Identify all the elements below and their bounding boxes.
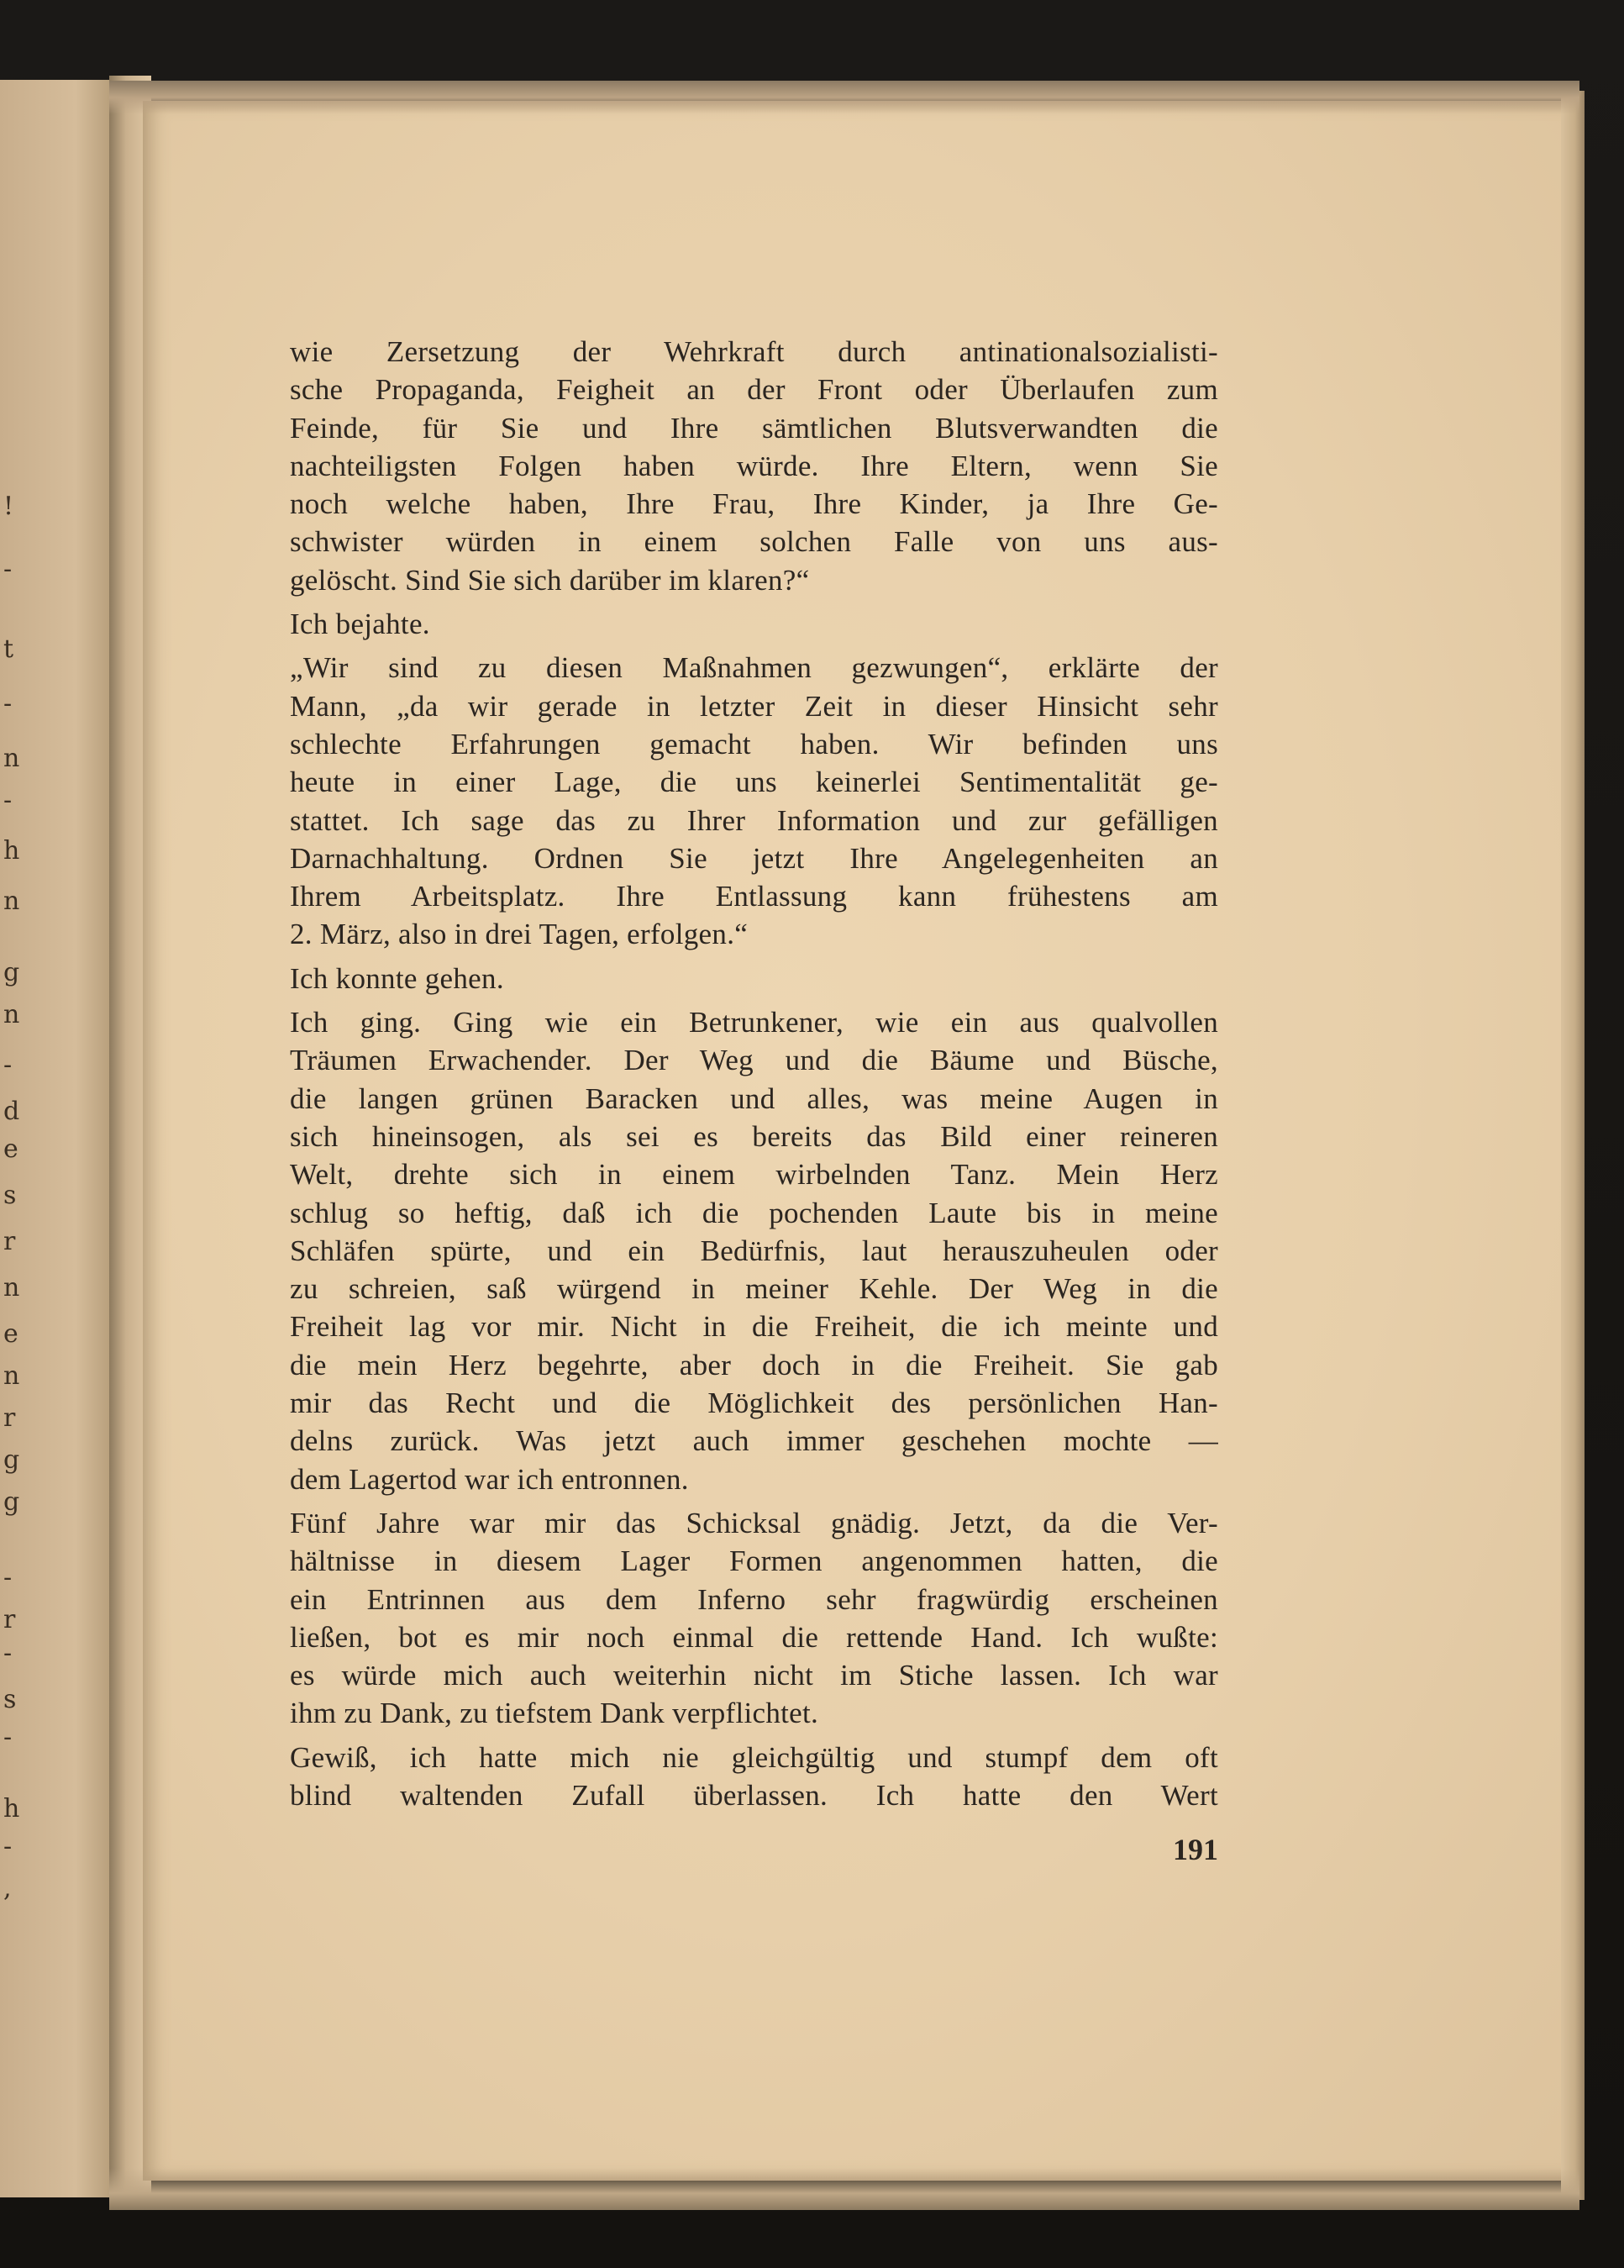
text-line: Ihrem Arbeitsplatz. Ihre Entlassung kann frühestens am bbox=[290, 880, 1218, 913]
left-page-fragment: r bbox=[3, 1605, 16, 1634]
text-line: Fünf Jahre war mir das Schicksal gnädig. Jetzt, da die Ver- bbox=[290, 1506, 1218, 1539]
left-page-fragment: - bbox=[3, 689, 13, 718]
left-page-fragment: - bbox=[3, 1563, 13, 1592]
text-line: Welt, drehte sich in einem wirbelnden Tanz. Mein Herz bbox=[290, 1158, 1218, 1192]
text-line: Freiheit lag vor mir. Nicht in die Freiheit, die ich meinte und bbox=[290, 1310, 1218, 1344]
text-line: stattet. Ich sage das zu Ihrer Information und zur gefälligen bbox=[290, 803, 1218, 837]
paragraph bbox=[290, 605, 1218, 643]
text-line: blind waltenden Zufall überlassen. Ich hatte den Wert bbox=[290, 1778, 1218, 1812]
left-page-fragment: n bbox=[3, 1361, 20, 1391]
left-page-fragment: g bbox=[3, 1445, 20, 1475]
left-page-fragment: n bbox=[3, 744, 20, 773]
left-page-fragment: s bbox=[3, 1685, 17, 1714]
left-page-fragment: g bbox=[3, 958, 20, 987]
text-line: Schläfen spürte, und ein Bedürfnis, laut herauszuheulen oder bbox=[290, 1234, 1218, 1267]
left-page-fragment: n bbox=[3, 1000, 20, 1029]
text-line: wie Zersetzung der Wehrkraft durch antinationalsozialisti- bbox=[290, 335, 1218, 368]
paragraph bbox=[290, 649, 1218, 953]
text-line: heute in einer Lage, die uns keinerlei Sentimentalität ge- bbox=[290, 766, 1218, 799]
text-line: ließen, bot es mir noch einmal die rettende Hand. Ich wußte: bbox=[290, 1620, 1218, 1654]
left-page-fragment: , bbox=[3, 1874, 12, 1903]
text-line: die langen grünen Baracken und alles, was meine Augen in bbox=[290, 1081, 1218, 1115]
text-line: Mann, „da wir gerade in letzter Zeit in dieser Hinsicht sehr bbox=[290, 689, 1218, 723]
page-number: 191 bbox=[1173, 1833, 1218, 1866]
text-line: Ich konnte gehen. bbox=[290, 961, 504, 995]
text-line: hältnisse in diesem Lager Formen angenommen hatten, die bbox=[290, 1544, 1218, 1578]
paragraph bbox=[290, 1739, 1218, 1815]
left-page-fragment: n bbox=[3, 887, 20, 916]
text-line: schwister würden in einem solchen Falle von uns aus- bbox=[290, 525, 1218, 559]
body-text bbox=[290, 333, 1218, 1820]
text-line: Ich ging. Ging wie ein Betrunkener, wie ein aus qualvollen bbox=[290, 1006, 1218, 1039]
text-line: delns zurück. Was jetzt auch immer geschehen mochte — bbox=[290, 1424, 1218, 1458]
paragraph bbox=[290, 960, 1218, 997]
left-page-text-fragments bbox=[3, 80, 37, 2197]
left-page-fragment: s bbox=[3, 1181, 17, 1210]
left-page-fragment: d bbox=[3, 1097, 20, 1126]
left-page-fragment: r bbox=[3, 1227, 16, 1256]
paragraph bbox=[290, 333, 1218, 599]
left-page-fragment: - bbox=[3, 1723, 13, 1752]
text-line: es würde mich auch weiterhin nicht im Stiche lassen. Ich war bbox=[290, 1659, 1218, 1692]
left-page-edge bbox=[0, 80, 126, 2197]
text-line: sche Propaganda, Feigheit an der Front oder Überlaufen zum bbox=[290, 373, 1218, 407]
text-line: ein Entrinnen aus dem Inferno sehr fragwürdig erscheinen bbox=[290, 1582, 1218, 1616]
text-line: dem Lagertod war ich entronnen. bbox=[290, 1462, 689, 1496]
text-line: 2. März, also in drei Tagen, erfolgen.“ bbox=[290, 918, 749, 951]
text-line: ihm zu Dank, zu tiefstem Dank verpflichtet. bbox=[290, 1697, 819, 1730]
text-line: Gewiß, ich hatte mich nie gleichgültig und stumpf dem oft bbox=[290, 1740, 1218, 1774]
left-page-fragment: r bbox=[3, 1403, 16, 1433]
text-line: schlug so heftig, daß ich die pochenden Laute bis in meine bbox=[290, 1196, 1218, 1229]
text-line: „Wir sind zu diesen Maßnahmen gezwungen“, erklärte der bbox=[290, 651, 1218, 685]
left-page-fragment: - bbox=[3, 555, 13, 584]
text-line: sich hineinsogen, als sei es bereits das Bild einer reineren bbox=[290, 1119, 1218, 1153]
left-page-fragment: e bbox=[3, 1134, 18, 1164]
page-top-edge bbox=[109, 81, 1579, 114]
text-line: Ich bejahte. bbox=[290, 608, 430, 641]
left-page-fragment: h bbox=[3, 836, 20, 866]
text-line: gelöscht. Sind Sie sich darüber im klaren?“ bbox=[290, 563, 810, 597]
left-page-fragment: n bbox=[3, 1273, 20, 1302]
text-line: Träumen Erwachender. Der Weg und die Bäume und Büsche, bbox=[290, 1044, 1218, 1077]
page-bottom-edge bbox=[109, 2168, 1579, 2210]
left-page-fragment: - bbox=[3, 1832, 13, 1861]
text-line: noch welche haben, Ihre Frau, Ihre Kinder, ja Ihre Ge- bbox=[290, 487, 1218, 521]
text-line: Darnachhaltung. Ordnen Sie jetzt Ihre Angelegenheiten an bbox=[290, 841, 1218, 875]
left-page-fragment: t bbox=[3, 634, 14, 664]
left-page-fragment: e bbox=[3, 1319, 18, 1349]
left-page-fragment: - bbox=[3, 1639, 13, 1668]
text-line: nachteiligsten Folgen haben würde. Ihre Eltern, wenn Sie bbox=[290, 449, 1218, 482]
left-page-fragment: ! bbox=[3, 492, 14, 521]
paragraph bbox=[290, 1003, 1218, 1498]
text-line: die mein Herz begehrte, aber doch in die Freiheit. Sie gab bbox=[290, 1348, 1218, 1381]
left-page-fragment: g bbox=[3, 1487, 20, 1517]
text-line: mir das Recht und die Möglichkeit des persönlichen Han- bbox=[290, 1387, 1218, 1420]
page-right-edge bbox=[1561, 91, 1585, 2200]
text-line: zu schreien, saß würgend in meiner Kehle. Der Weg in die bbox=[290, 1272, 1218, 1306]
text-line: schlechte Erfahrungen gemacht haben. Wir befinden uns bbox=[290, 727, 1218, 760]
text-line: Feinde, für Sie und Ihre sämtlichen Blutsverwandten die bbox=[290, 411, 1218, 445]
left-page-fragment: h bbox=[3, 1794, 20, 1823]
paragraph bbox=[290, 1504, 1218, 1733]
left-page-fragment: - bbox=[3, 786, 13, 815]
left-page-fragment: - bbox=[3, 1050, 13, 1080]
